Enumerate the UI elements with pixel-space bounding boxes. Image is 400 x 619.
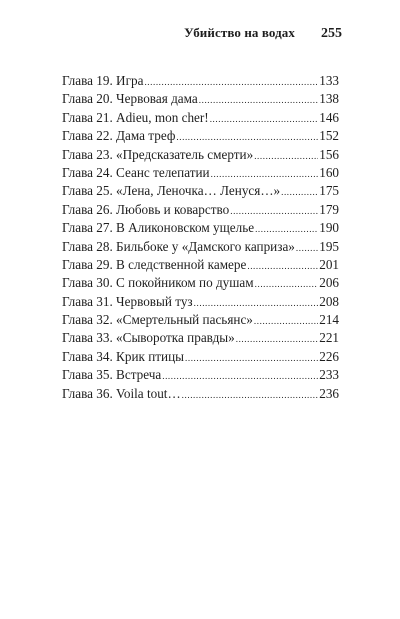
toc-entry-page: 221 (319, 330, 339, 346)
toc-entry-page: 226 (319, 348, 339, 364)
toc-entry-title: Глава 28. Бильбоке у «Дамского каприза» (62, 238, 295, 254)
toc-dot-leader (199, 91, 318, 109)
toc-entry-title: Глава 25. «Лена, Леночка… Ленуся…» (62, 183, 281, 199)
toc-entry-page: 208 (319, 293, 339, 309)
toc-entry-page: 201 (319, 256, 339, 272)
toc-entry-title: Глава 36. Voila tout… (62, 385, 181, 401)
toc-entry (62, 127, 339, 145)
toc-dot-leader (176, 128, 318, 146)
toc-entry (62, 238, 339, 256)
toc-entry (62, 366, 339, 384)
toc-entry (62, 182, 339, 200)
toc-entry-page: 233 (319, 367, 339, 383)
toc-entry-page: 179 (319, 201, 339, 217)
toc-entry-page: 175 (319, 183, 339, 199)
toc-entry (62, 311, 339, 329)
toc-entry-title: Глава 20. Червовая дама (62, 91, 198, 107)
toc-entry (62, 293, 339, 311)
toc-entry (62, 72, 339, 90)
toc-entry-page: 236 (319, 385, 339, 401)
toc-entry-page: 195 (319, 238, 339, 254)
toc-dot-leader (236, 330, 318, 348)
toc-entry-title: Глава 35. Встреча (62, 367, 162, 383)
toc-dot-leader (182, 386, 319, 404)
toc-entry-page: 190 (319, 220, 339, 236)
table-of-contents (62, 72, 339, 403)
toc-entry-page: 156 (319, 146, 339, 162)
toc-dot-leader (247, 257, 318, 275)
toc-entry (62, 385, 339, 403)
toc-entry-page: 133 (319, 73, 339, 88)
toc-entry (62, 146, 339, 164)
toc-entry-title: Глава 27. В Аликоновском ущелье (62, 220, 255, 236)
toc-entry-title: Глава 29. В следственной камере (62, 256, 247, 272)
toc-dot-leader (255, 275, 319, 293)
toc-entry-title: Глава 23. «Предсказатель смерти» (62, 146, 254, 162)
toc-entry-title: Глава 34. Крик птицы (62, 348, 184, 364)
toc-entry-title: Глава 33. «Сыворотка правды» (62, 330, 235, 346)
toc-entry-title: Глава 26. Любовь и коварство (62, 201, 230, 217)
toc-dot-leader (194, 294, 319, 312)
toc-entry (62, 274, 339, 292)
toc-entry-title: Глава 32. «Смертельный пасьянс» (62, 312, 253, 328)
page-number: 255 (321, 26, 342, 41)
toc-entry-title: Глава 22. Дама треф (62, 128, 176, 144)
toc-entry (62, 201, 339, 219)
toc-entry (62, 164, 339, 182)
toc-dot-leader (144, 73, 318, 91)
toc-entry-page: 138 (319, 91, 339, 107)
toc-entry-title: Глава 30. С покойником по душам (62, 275, 254, 291)
toc-entry-title: Глава 21. Adieu, mon cher! (62, 109, 209, 125)
toc-dot-leader (185, 349, 318, 367)
toc-entry-title: Глава 24. Сеанс телепатии (62, 164, 210, 180)
toc-entry (62, 219, 339, 237)
toc-entry-page: 146 (319, 109, 339, 125)
toc-entry-title: Глава 31. Червовый туз (62, 293, 193, 309)
toc-entry (62, 256, 339, 274)
toc-dot-leader (254, 312, 318, 330)
toc-dot-leader (230, 202, 318, 220)
toc-dot-leader (210, 110, 319, 128)
toc-entry-page: 160 (319, 164, 339, 180)
toc-dot-leader (255, 220, 318, 238)
toc-entry-page: 214 (319, 312, 339, 328)
running-header (184, 25, 342, 43)
toc-entry (62, 90, 339, 108)
toc-dot-leader (211, 165, 319, 183)
toc-dot-leader (296, 239, 318, 257)
toc-entry-page: 152 (319, 128, 339, 144)
toc-dot-leader (254, 147, 318, 165)
toc-entry-title: Глава 19. Игра (62, 73, 144, 88)
toc-entry (62, 329, 339, 347)
running-header-title: Убийство на водах (184, 25, 295, 40)
toc-entry-page: 206 (319, 275, 339, 291)
toc-dot-leader (162, 367, 318, 385)
toc-dot-leader (281, 183, 318, 201)
toc-entry (62, 109, 339, 127)
toc-entry (62, 348, 339, 366)
